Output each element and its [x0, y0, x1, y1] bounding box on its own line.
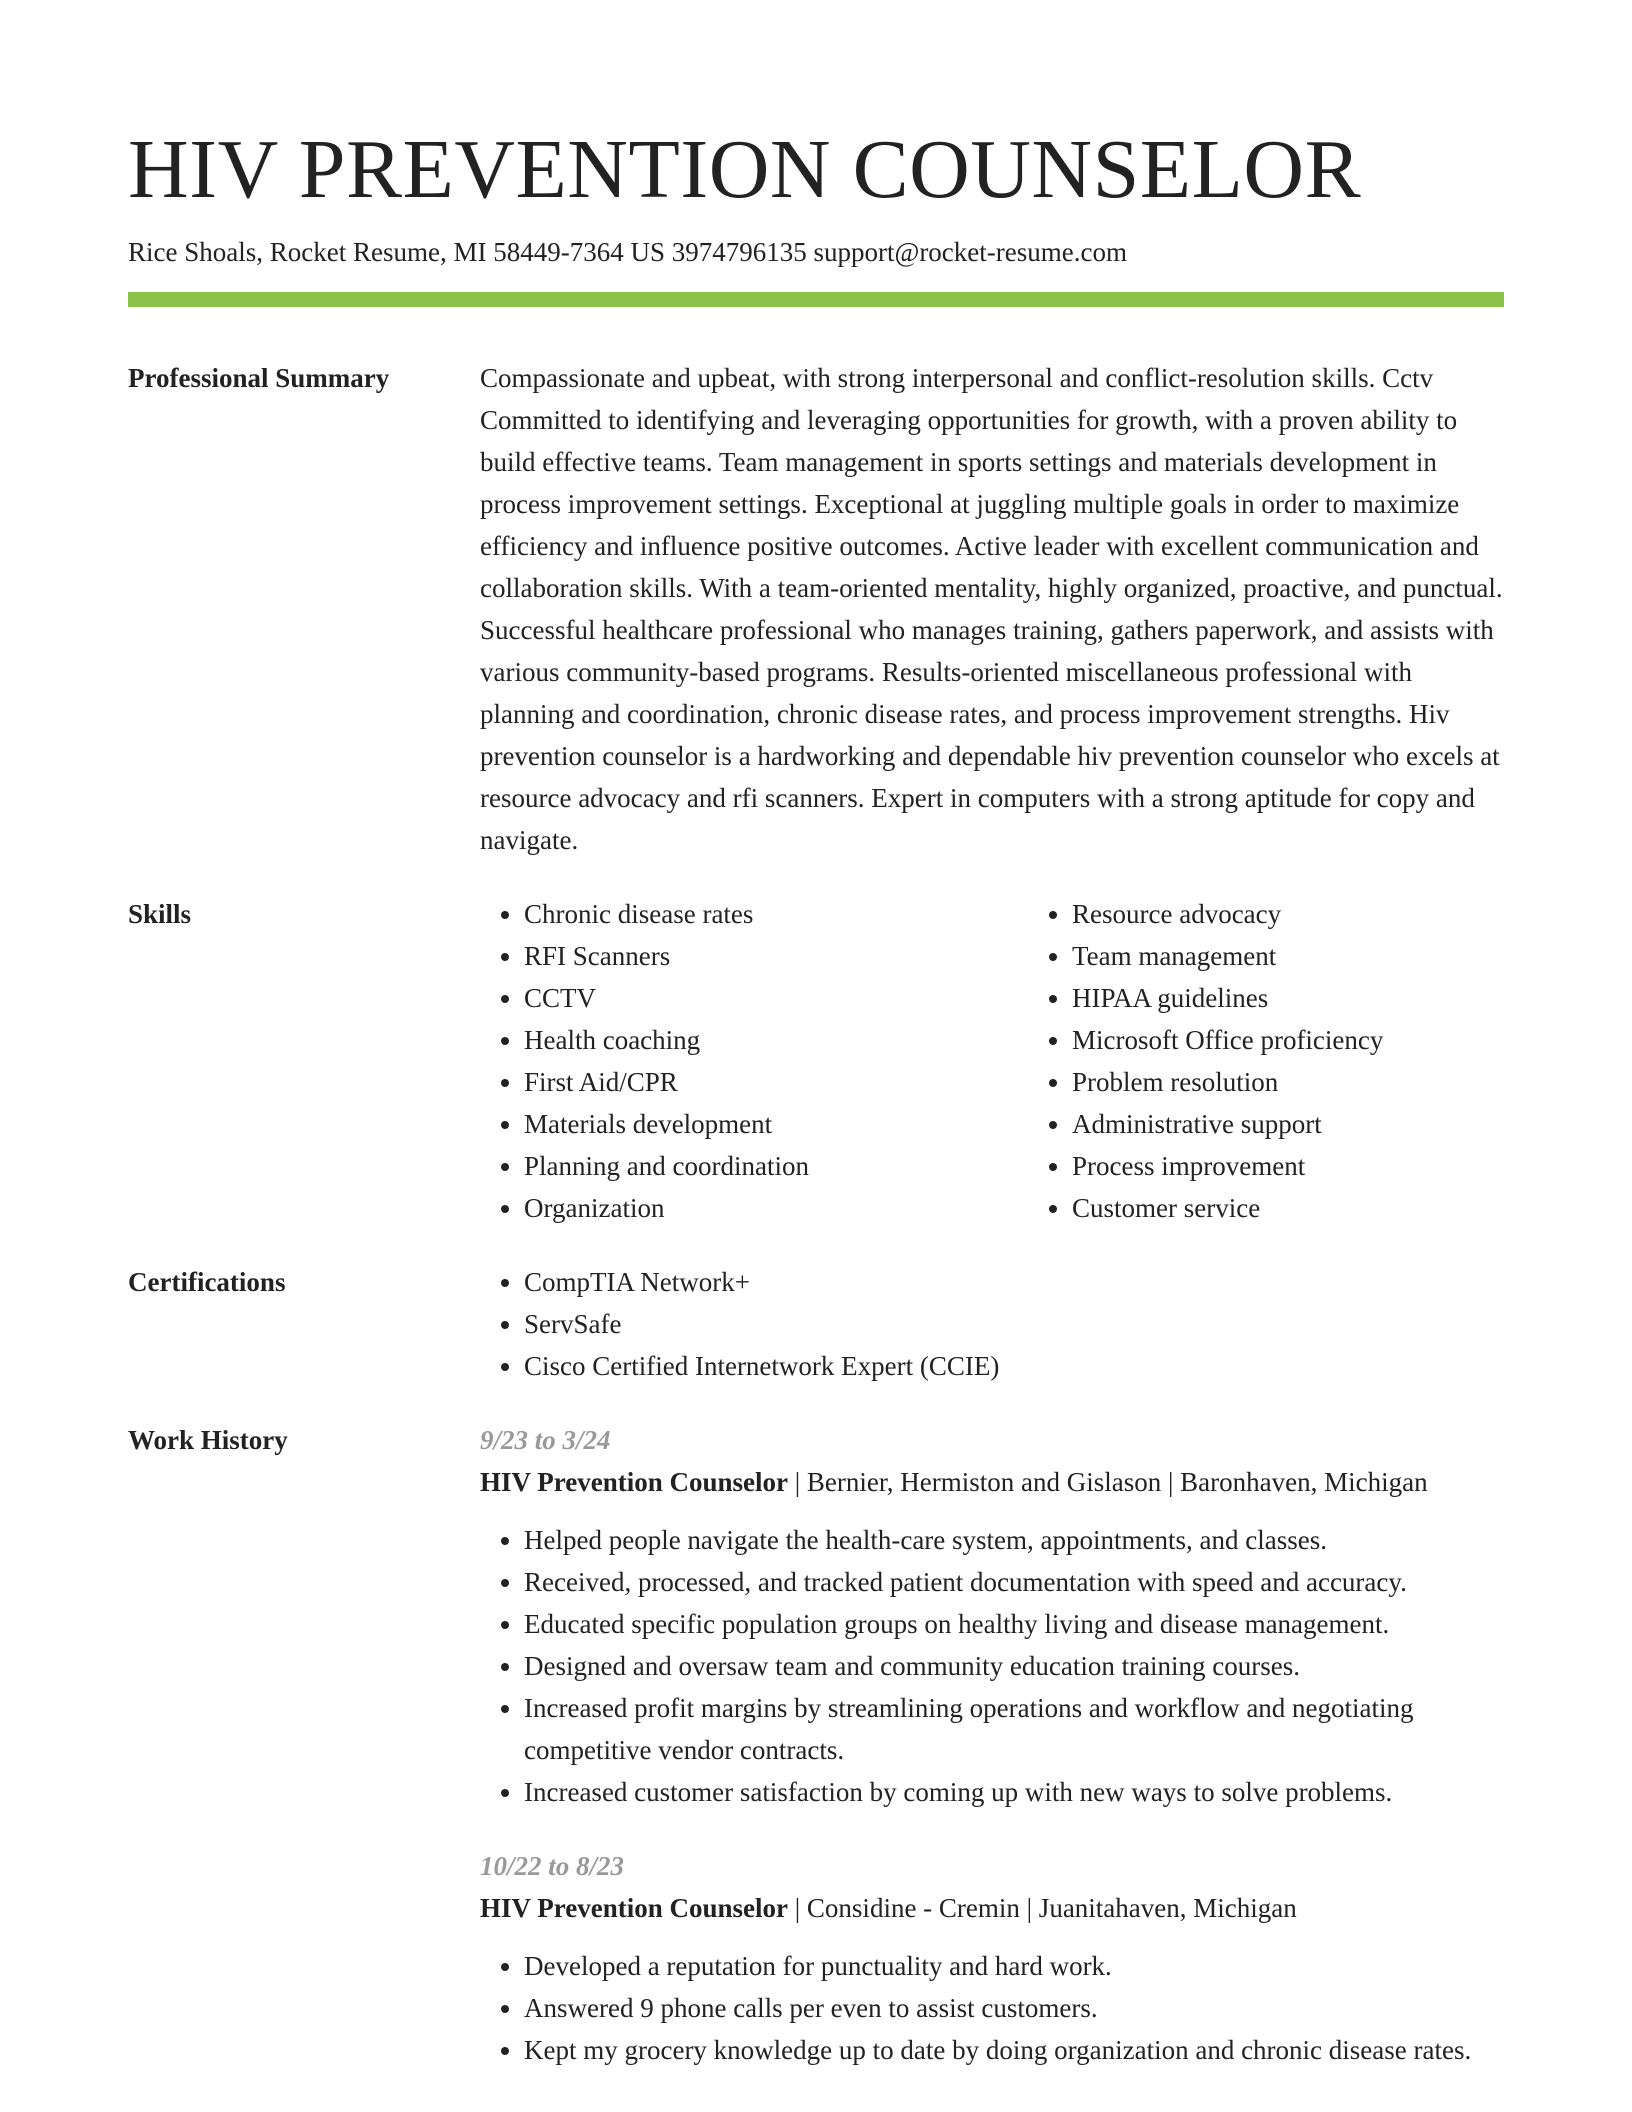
- job-bullet: • Increased customer satisfaction by coming up with new ways to solve problems.: [524, 1771, 1504, 1813]
- skill-item: • Team management: [1072, 935, 1576, 977]
- skills-list-left: [480, 893, 1028, 1229]
- job-dates: 10/22 to 8/23: [480, 1851, 625, 1881]
- skill-item: • Customer service: [1072, 1187, 1576, 1229]
- skill-item: • Problem resolution: [1072, 1061, 1576, 1103]
- skill-item: • Resource advocacy: [1072, 893, 1576, 935]
- skills-list-right: [1028, 893, 1576, 1229]
- skill-item: • First Aid/CPR: [524, 1061, 1028, 1103]
- certifications-list: [480, 1261, 1504, 1387]
- header-divider: [128, 292, 1504, 307]
- section-title-summary: Professional Summary: [128, 363, 390, 393]
- work-history-section: [128, 1419, 1504, 2071]
- certifications-section: [128, 1261, 1504, 1387]
- job-bullets: [480, 1519, 1504, 1813]
- certification-item: • ServSafe: [524, 1303, 1504, 1345]
- resume-name: HIV PREVENTION COUNSELOR: [128, 123, 1362, 216]
- work-history-body: [480, 1419, 1504, 2071]
- job-details: | Considine - Cremin | Juanitahaven, Michigan: [788, 1893, 1297, 1923]
- certification-item: • Cisco Certified Internetwork Expert (CCIE): [524, 1345, 1504, 1387]
- job-bullet: • Increased profit margins by streamlining operations and workflow and negotiating competitive vendor contracts.: [524, 1687, 1504, 1771]
- job-bullet: • Helped people navigate the health-care system, appointments, and classes.: [524, 1519, 1504, 1561]
- job-bullets: [480, 1945, 1504, 2071]
- job-bullet: • Answered 9 phone calls per even to assist customers.: [524, 1987, 1504, 2029]
- summary-section: [128, 357, 1504, 861]
- resume-page: [128, 120, 1504, 2071]
- section-title-certifications: Certifications: [128, 1267, 286, 1297]
- skills-grid: [480, 893, 1576, 1229]
- contact-line: Rice Shoals, Rocket Resume, MI 58449-7364 US 3974796135 support@rocket-resume.com: [128, 237, 1127, 267]
- section-title-skills: Skills: [128, 899, 192, 929]
- skill-item: • Chronic disease rates: [524, 893, 1028, 935]
- skill-item: • CCTV: [524, 977, 1028, 1019]
- job-entry: [480, 1845, 1504, 2071]
- skill-item: • Administrative support: [1072, 1103, 1576, 1145]
- skill-item: • Health coaching: [524, 1019, 1028, 1061]
- certifications-body: [480, 1261, 1504, 1387]
- job-heading: [480, 1461, 1504, 1503]
- section-title-work-history: Work History: [128, 1425, 288, 1455]
- job-title: HIV Prevention Counselor: [480, 1893, 789, 1923]
- job-details: | Bernier, Hermiston and Gislason | Baronhaven, Michigan: [788, 1467, 1428, 1497]
- job-title: HIV Prevention Counselor: [480, 1467, 789, 1497]
- skill-item: • Materials development: [524, 1103, 1028, 1145]
- skill-item: • RFI Scanners: [524, 935, 1028, 977]
- job-bullet: • Kept my grocery knowledge up to date by doing organization and chronic disease rates.: [524, 2029, 1504, 2071]
- skill-item: • HIPAA guidelines: [1072, 977, 1576, 1019]
- job-entry: [480, 1419, 1504, 1813]
- job-bullet: • Developed a reputation for punctuality and hard work.: [524, 1945, 1504, 1987]
- job-heading: [480, 1887, 1504, 1929]
- skill-item: • Planning and coordination: [524, 1145, 1028, 1187]
- job-bullet: • Received, processed, and tracked patient documentation with speed and accuracy.: [524, 1561, 1504, 1603]
- skills-section: [128, 893, 1504, 1229]
- skill-item: • Process improvement: [1072, 1145, 1576, 1187]
- job-bullet: • Designed and oversaw team and community education training courses.: [524, 1645, 1504, 1687]
- job-dates: 9/23 to 3/24: [480, 1425, 611, 1455]
- skill-item: • Microsoft Office proficiency: [1072, 1019, 1576, 1061]
- certification-item: • CompTIA Network+: [524, 1261, 1504, 1303]
- summary-text: Compassionate and upbeat, with strong interpersonal and conflict-resolution skills. Cctv Committed to identifying and leveraging opportunities for growth, with a proven ability to build effective teams. Team management in sports settings and materials development in process improvement settings. Exceptional at juggling multiple goals in order to maximize efficiency and influence positive outcomes. Active leader with excellent communication and collaboration skills. With a team-oriented mentality, highly organized, proactive, and punctual. Successful healthcare professional who manages training, gathers paperwork, and assists with various community-based programs. Results-oriented miscellaneous professional with planning and coordination, chronic disease rates, and process improvement strengths. Hiv prevention counselor is a hardworking and dependable hiv prevention counselor who excels at resource advocacy and rfi scanners. Expert in computers with a strong aptitude for copy and navigate.: [480, 363, 1503, 855]
- skill-item: • Organization: [524, 1187, 1028, 1229]
- job-bullet: • Educated specific population groups on healthy living and disease management.: [524, 1603, 1504, 1645]
